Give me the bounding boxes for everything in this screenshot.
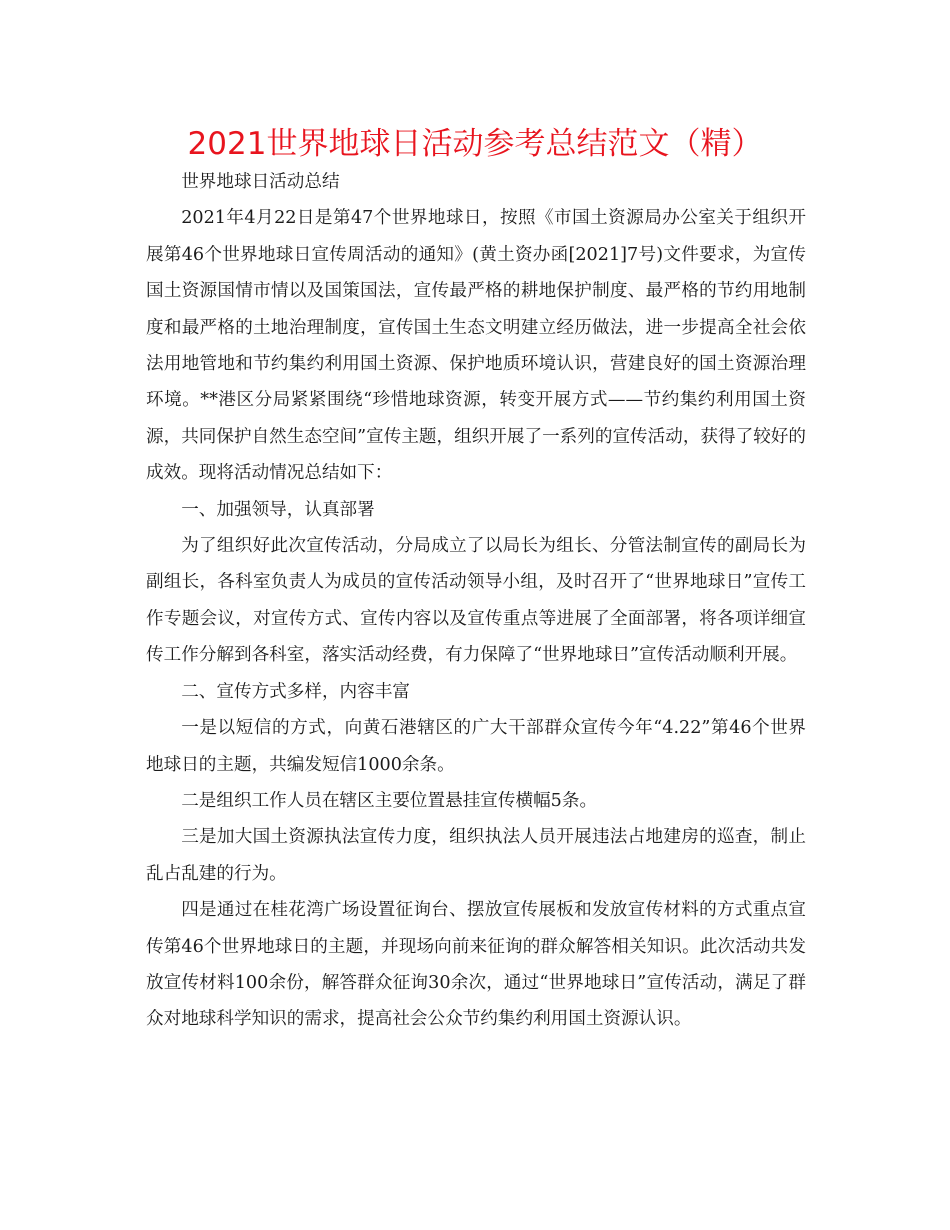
item-paragraph-2: 二是组织工作人员在辖区主要位置悬挂宣传横幅5条。 xyxy=(181,790,598,811)
item-paragraph-1: 一是以短信的方式，向黄石港辖区的广大干部群众宣传今年“4.22”第46个世界地球日的主题，共编发短信1000余条。 xyxy=(146,718,806,775)
document-title: 2021世界地球日活动参考总结范文（精） xyxy=(187,126,763,162)
subtitle-paragraph: 世界地球日活动总结 xyxy=(181,172,340,192)
document-body xyxy=(146,164,806,1038)
section-heading-1: 一、加强领导，认真部署 xyxy=(181,499,375,520)
item-paragraph-4: 四是通过在桂花湾广场设置征询台、摆放宣传展板和发放宣传材料的方式重点宣传第46个世界地球日的主题，并现场向前来征询的群众解答相关知识。此次活动共发放宣传材料100余份，解答群众征询30余次，通过“世界地球日”宣传活动，满足了群众对地球科学知识的需求，提高社会公众节约集约利用国土资源认识。 xyxy=(146,900,806,1030)
item-paragraph-3: 三是加大国土资源执法宣传力度，组织执法人员开展违法占地建房的巡查，制止乱占乱建的行为。 xyxy=(146,827,806,884)
section-1-paragraph: 为了组织好此次宣传活动，分局成立了以局长为组长、分管法制宣传的副局长为副组长，各科室负责人为成员的宣传活动领导小组，及时召开了“世界地球日”宣传工作专题会议，对宣传方式、宣传内容以及宣传重点等进展了全面部署，将各项详细宣传工作分解到各科室，落实活动经费，有力保障了“世界地球日”宣传活动顺利开展。 xyxy=(146,536,806,666)
intro-paragraph: 2021年4月22日是第47个世界地球日，按照《市国土资源局办公室关于组织开展第46个世界地球日宣传周活动的通知》(黄土资办函[2021]7号)文件要求，为宣传国土资源国情市情以及国策国法，宣传最严格的耕地保护制度、最严格的节约用地制度和最严格的土地治理制度，宣传国土生态文明建立经历做法，进一步提高全社会依法用地管地和节约集约利用国土资源、保护地质环境认识，营建良好的国土资源治理环境。**港区分局紧紧围绕“珍惜地球资源，转变开展方式——节约集约利用国土资源，共同保护自然生态空间”宣传主题，组织开展了一系列的宣传活动，获得了较好的成效。现将活动情况总结如下： xyxy=(146,208,806,484)
section-heading-2: 二、宣传方式多样，内容丰富 xyxy=(181,681,410,702)
